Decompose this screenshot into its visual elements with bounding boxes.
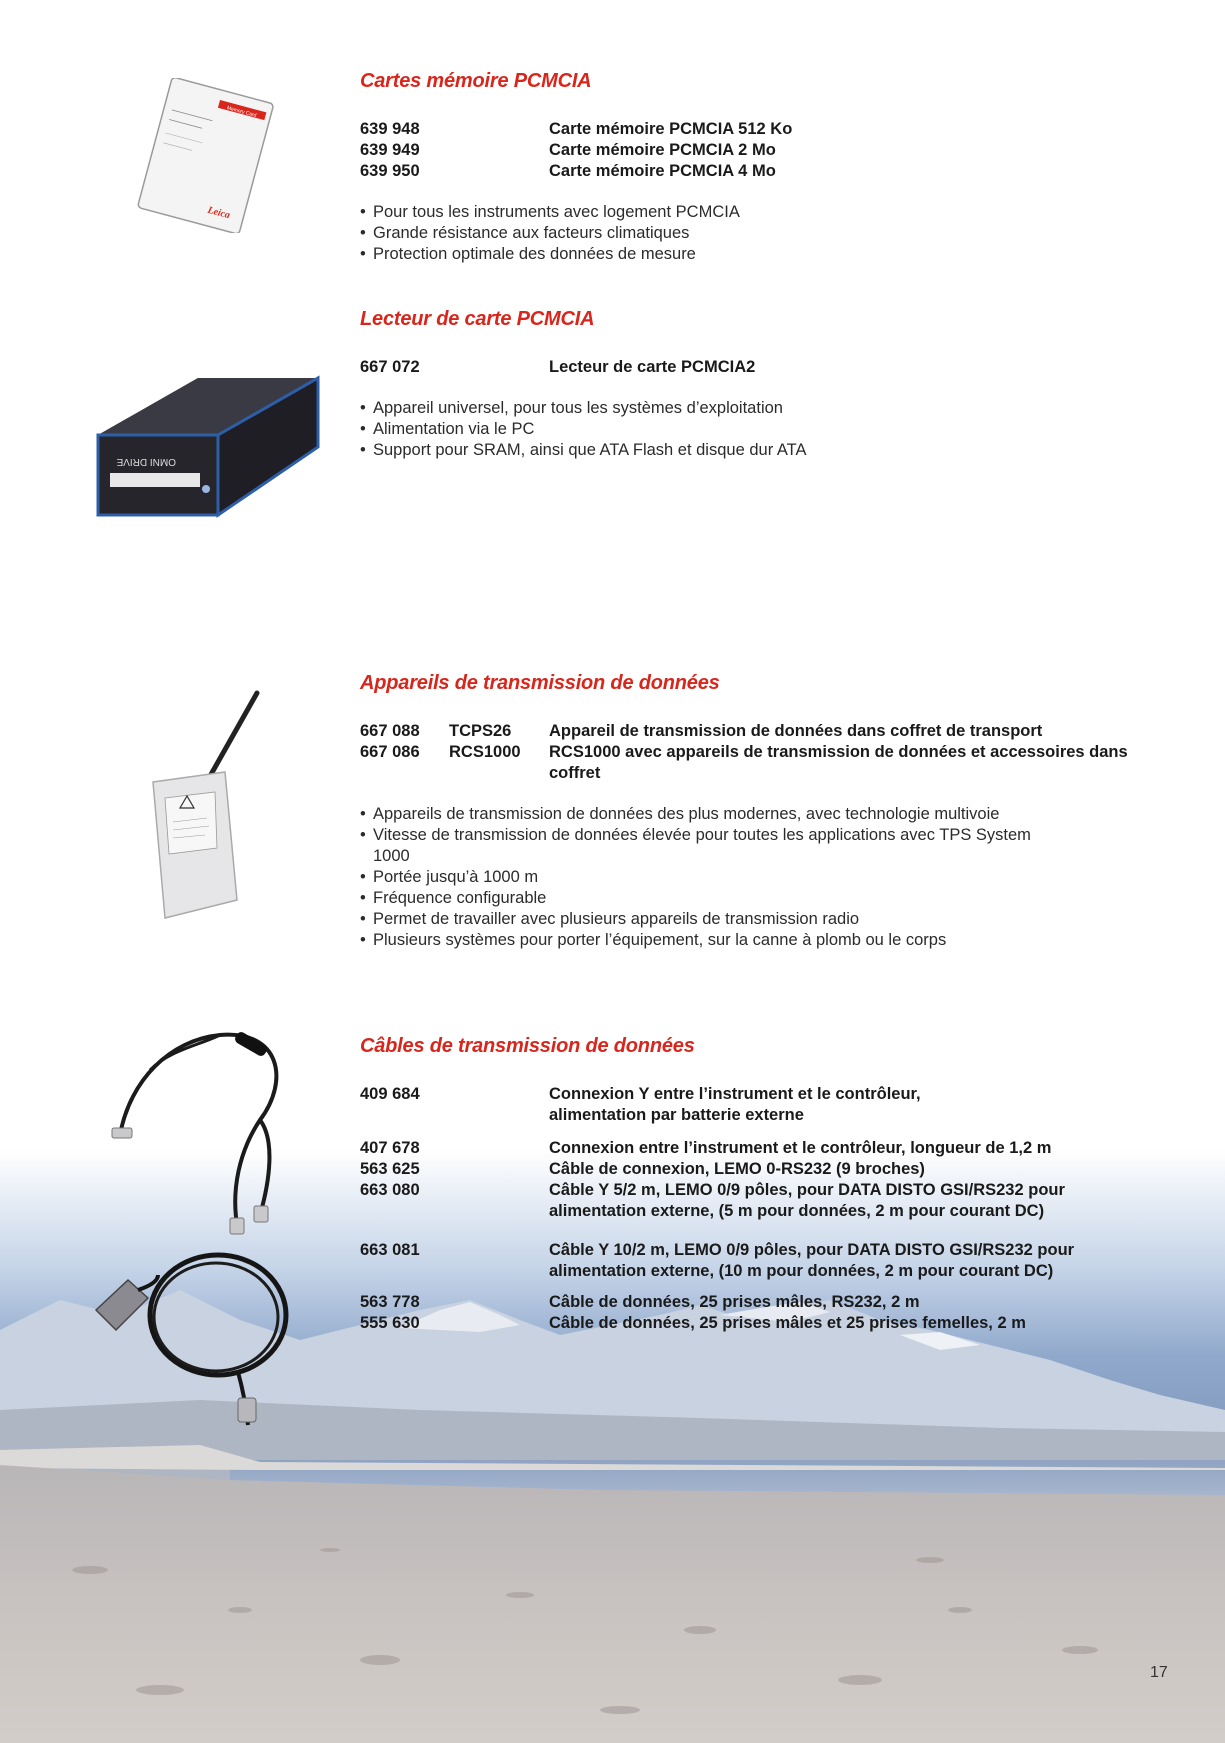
spacer	[449, 1180, 549, 1222]
feature-item: • Grande résistance aux facteurs climatiques	[360, 223, 1190, 244]
product-code: 667 088	[360, 722, 420, 740]
data-cable-photo	[88, 1240, 303, 1430]
memory-card-photo	[125, 78, 285, 233]
product-code: 563 778	[360, 1293, 420, 1311]
card-reader-photo	[88, 375, 323, 520]
product-description: Câble Y 5/2 m, LEMO 0/9 pôles, pour DATA DISTO GSI/RS232 pour alimentation externe, (5 m pour données, 2 m pour courant DC)	[549, 1181, 1065, 1220]
product-description: Carte mémoire PCMCIA 4 Mo	[549, 162, 776, 180]
spacer	[449, 357, 549, 378]
section-title: Lecteur de carte PCMCIA	[360, 308, 595, 330]
product-row	[360, 721, 1190, 742]
product-description: Connexion Y entre l’instrument et le contrôleur, alimentation par batterie externe	[549, 1085, 921, 1124]
spacer	[449, 1313, 549, 1334]
spacer	[449, 1240, 549, 1282]
section-title: Câbles de transmission de données	[360, 1035, 695, 1057]
product-row	[360, 161, 1190, 182]
product-description: Connexion entre l’instrument et le contrôleur, longueur de 1,2 m	[549, 1139, 1052, 1157]
product-code: 563 625	[360, 1160, 420, 1178]
feature-item: • Appareils de transmission de données des plus modernes, avec technologie multivoie	[360, 804, 1190, 825]
svg-text:Leica: Leica	[206, 204, 232, 222]
section-memory-cards	[360, 70, 1190, 265]
feature-list	[360, 804, 1190, 951]
ground	[0, 1465, 1225, 1743]
product-description: Carte mémoire PCMCIA 2 Mo	[549, 141, 776, 159]
product-row	[360, 140, 1190, 161]
product-row	[360, 1240, 1190, 1282]
product-code: 639 948	[360, 120, 420, 138]
spacer	[449, 161, 549, 182]
product-row	[360, 1292, 1190, 1313]
feature-item: • Vitesse de transmission de données élevée pour toutes les applications avec TPS System 1000	[360, 825, 1110, 867]
feature-item: • Portée jusqu’à 1000 m	[360, 867, 1110, 888]
feature-item: • Support pour SRAM, ainsi que ATA Flash et disque dur ATA	[360, 440, 1190, 461]
spacer	[449, 1138, 549, 1159]
product-description: Carte mémoire PCMCIA 512 Ko	[549, 120, 793, 138]
spacer	[449, 140, 549, 161]
spacer	[449, 119, 549, 140]
feature-item: • Permet de travailler avec plusieurs appareils de transmission radio	[360, 909, 1110, 930]
product-description: Lecteur de carte PCMCIA2	[549, 358, 756, 376]
product-code: 663 081	[360, 1241, 420, 1259]
product-description: Appareil de transmission de données dans coffret de transport	[549, 722, 1043, 740]
section-title: Appareils de transmission de données	[360, 672, 720, 694]
product-code: 667 086	[360, 743, 420, 761]
product-row	[360, 1084, 1190, 1126]
product-code: 409 684	[360, 1085, 420, 1103]
product-model: TCPS26	[449, 722, 512, 740]
product-row	[360, 357, 1190, 378]
spacer	[449, 1292, 549, 1313]
product-row	[360, 742, 1190, 784]
product-description: Câble Y 10/2 m, LEMO 0/9 pôles, pour DATA DISTO GSI/RS232 pour alimentation externe, (10 m pour données, 2 m pour courant DC)	[549, 1241, 1075, 1280]
section-data-cables	[360, 1035, 1190, 1334]
page-number: 17	[1150, 1664, 1168, 1681]
product-description: RCS1000 avec appareils de transmission de données et accessoires dans coffret	[549, 743, 1128, 782]
section-title: Cartes mémoire PCMCIA	[360, 70, 592, 92]
y-cable-photo	[110, 1020, 310, 1235]
feature-item: • Alimentation via le PC	[360, 419, 1190, 440]
product-row	[360, 1313, 1190, 1334]
product-code: 407 678	[360, 1139, 420, 1157]
feature-item: • Protection optimale des données de mesure	[360, 244, 1190, 265]
product-row	[360, 1138, 1190, 1159]
product-code: 639 949	[360, 141, 420, 159]
product-code: 667 072	[360, 358, 420, 376]
radio-modem-photo	[125, 690, 275, 935]
feature-item: • Pour tous les instruments avec logement PCMCIA	[360, 202, 1190, 223]
feature-item: • Appareil universel, pour tous les systèmes d’exploitation	[360, 398, 1190, 419]
product-description: Câble de connexion, LEMO 0-RS232 (9 broches)	[549, 1160, 925, 1178]
product-code: 663 080	[360, 1181, 420, 1199]
product-description: Câble de données, 25 prises mâles et 25 prises femelles, 2 m	[549, 1314, 1026, 1332]
feature-list	[360, 398, 1190, 461]
svg-text:Memory Card: Memory Card	[226, 105, 258, 119]
product-code: 555 630	[360, 1314, 420, 1332]
product-code: 639 950	[360, 162, 420, 180]
product-model: RCS1000	[449, 743, 521, 761]
spacer	[449, 1159, 549, 1180]
spacer	[449, 1084, 549, 1126]
section-card-reader	[360, 308, 1190, 461]
section-radio-transmission	[360, 672, 1190, 951]
feature-list	[360, 202, 1190, 265]
feature-item: • Plusieurs systèmes pour porter l’équipement, sur la canne à plomb ou le corps	[360, 930, 1190, 951]
product-row	[360, 1159, 1190, 1180]
product-row	[360, 1180, 1190, 1222]
product-description: Câble de données, 25 prises mâles, RS232, 2 m	[549, 1293, 920, 1311]
product-row	[360, 119, 1190, 140]
feature-item: • Fréquence configurable	[360, 888, 1110, 909]
svg-text:OMNI DRIVE: OMNI DRIVE	[116, 456, 176, 467]
